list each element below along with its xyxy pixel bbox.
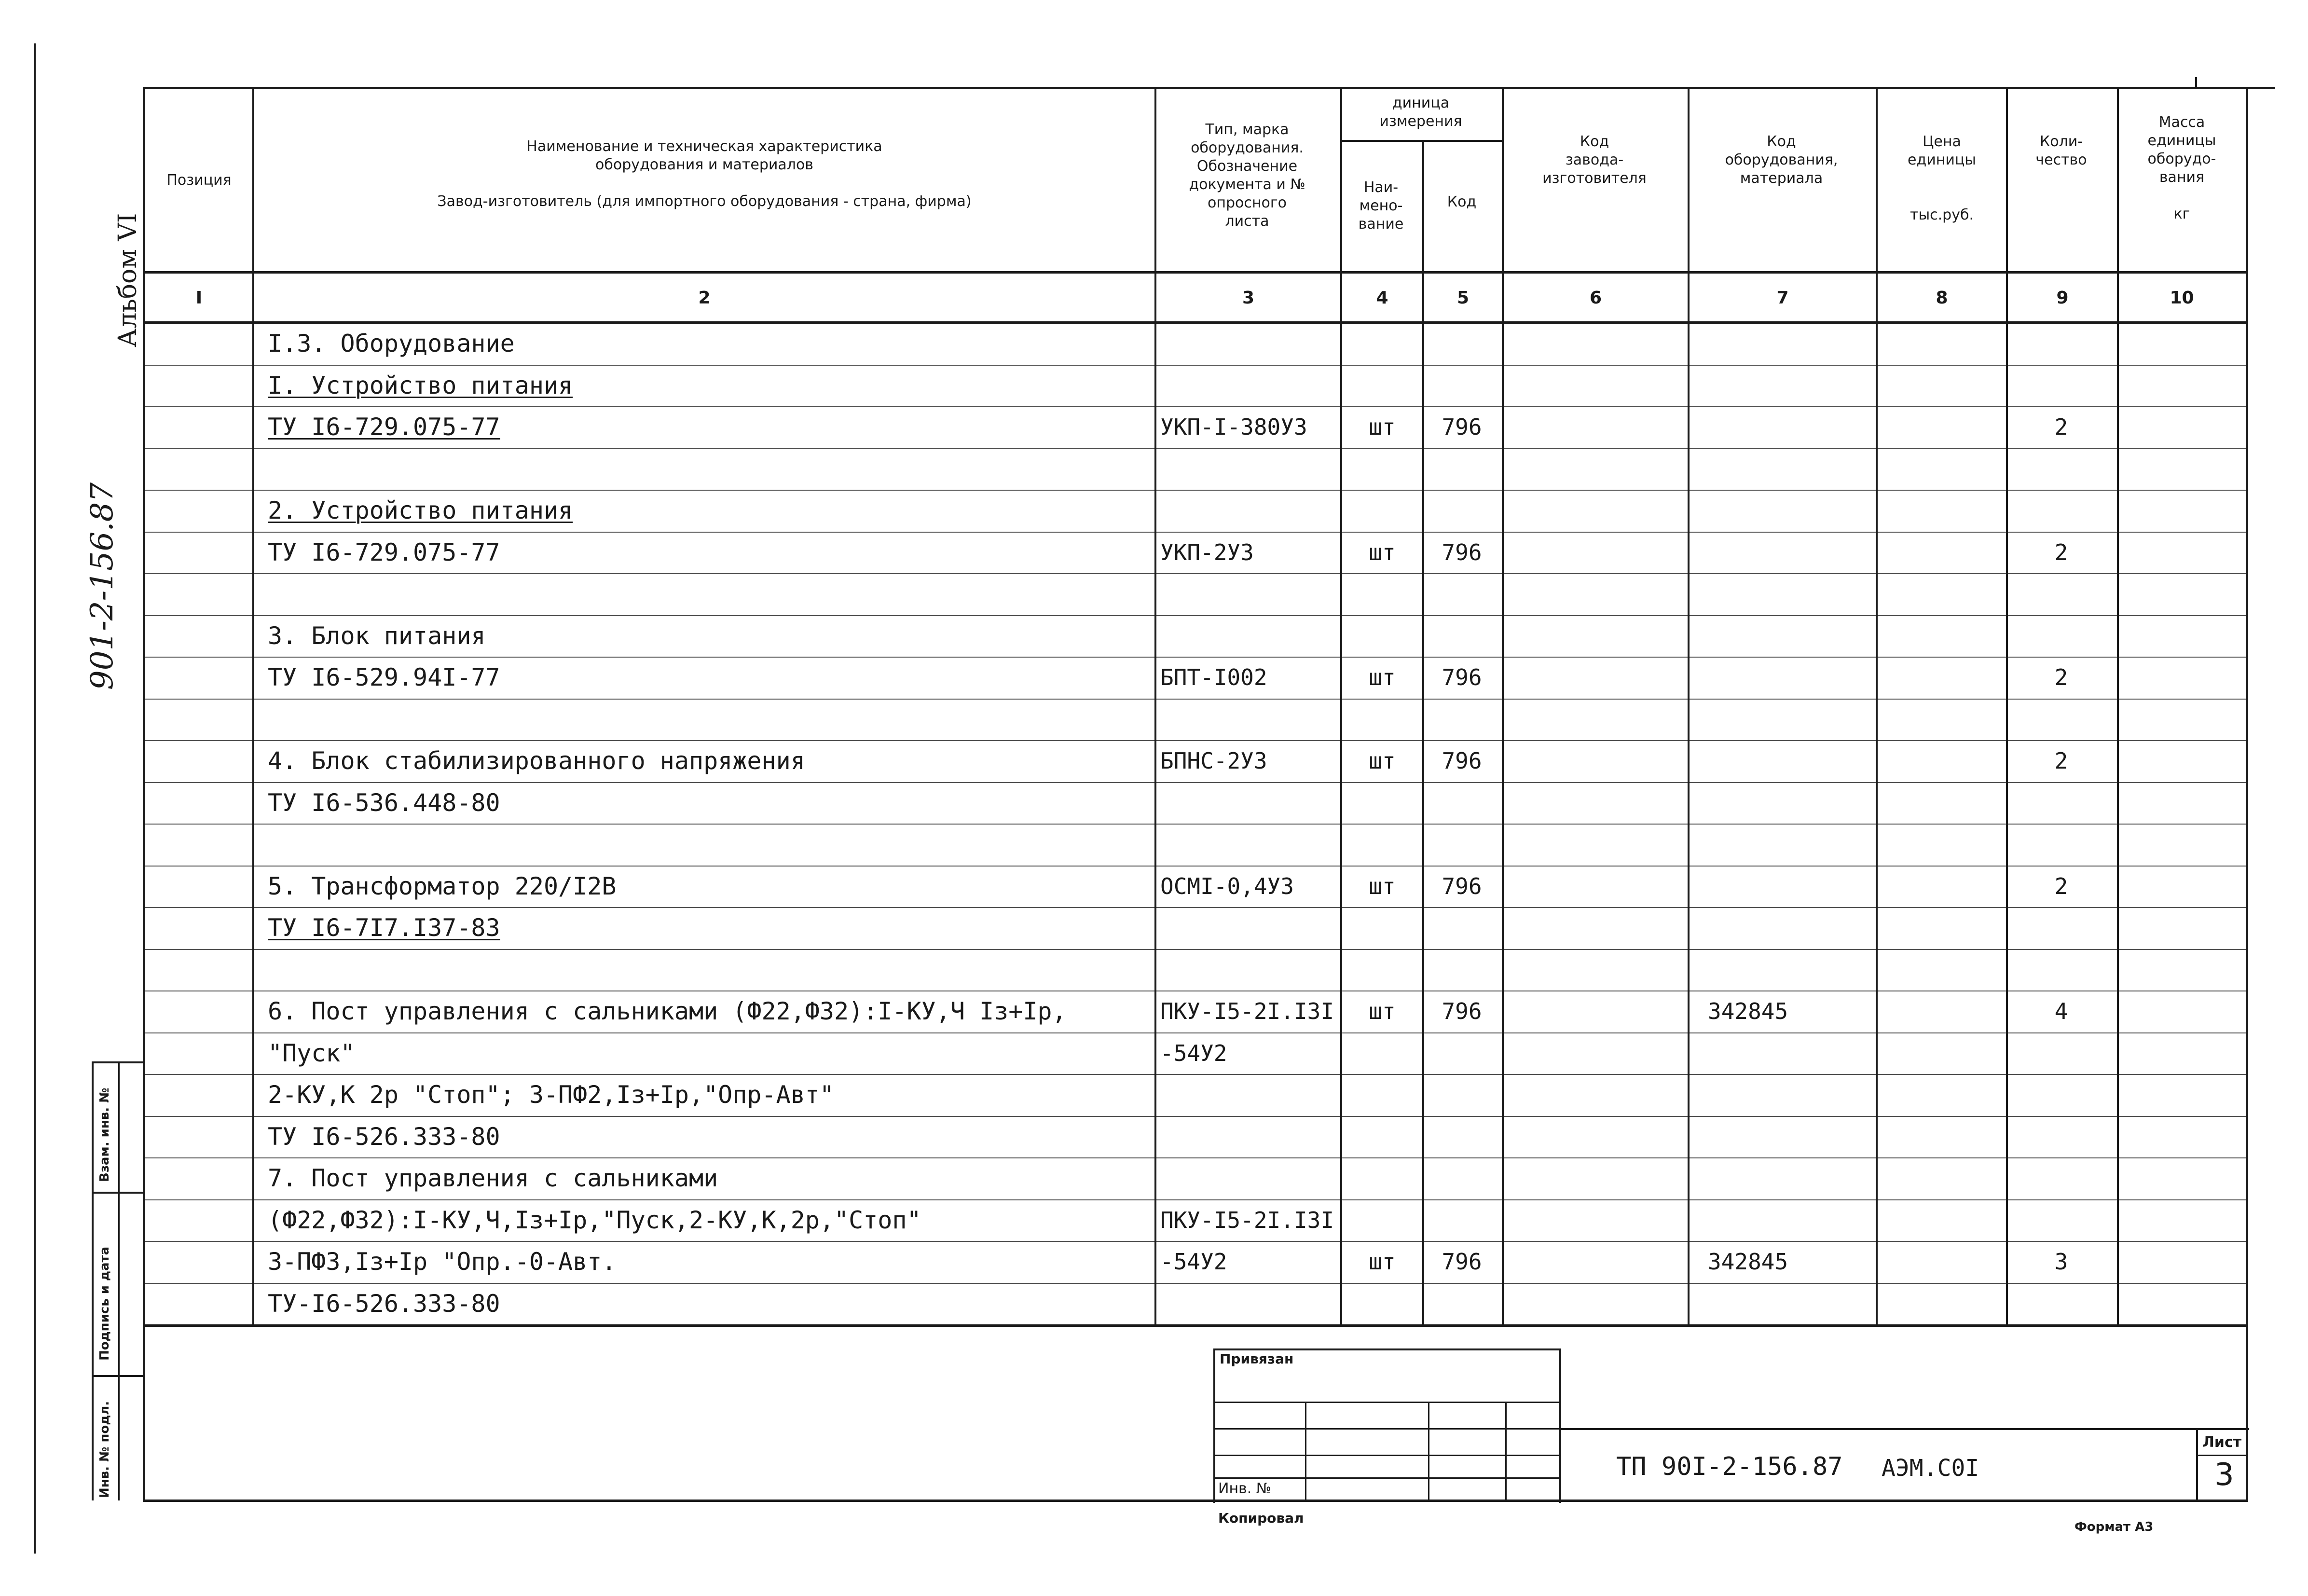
item-unit: шт: [1369, 998, 1396, 1024]
row-divider: [145, 1199, 2246, 1200]
stamp-privyazan: Привязан: [1220, 1351, 1294, 1367]
item-material-code: 342845: [1708, 998, 1788, 1024]
item-type: ПКУ-I5-2I.I3I: [1160, 998, 1334, 1024]
document-code: АЭМ.С0I: [1882, 1455, 1979, 1482]
item-unit-code: 796: [1442, 873, 1482, 899]
column-divider: [1876, 89, 1878, 1325]
column-divider: [1502, 89, 1504, 1325]
item-unit-code: 796: [1442, 539, 1482, 565]
item-quantity: 3: [2054, 1249, 2068, 1275]
item-name: 2-КУ,К 2р "Стоп"; 3-ПФ2,Iз+Iр,"Опр-Авт": [268, 1081, 834, 1109]
row-divider: [145, 1157, 2246, 1158]
header-unit-code: Код: [1447, 193, 1477, 210]
item-unit: шт: [1369, 873, 1396, 899]
column-divider: [2117, 89, 2119, 1325]
item-unit: шт: [1369, 664, 1396, 690]
row-divider: [145, 448, 2246, 449]
document-designation: ТП 90I-2-156.87: [1616, 1452, 1843, 1481]
row-divider: [145, 1116, 2246, 1117]
column-number: 3: [1242, 288, 1255, 308]
item-type: -54У2: [1160, 1249, 1227, 1275]
item-name: ТУ I6-729.075-77: [268, 538, 500, 566]
item-name: 5. Трансформатор 220/I2В: [268, 872, 617, 900]
header-quantity: Коли- чество: [2035, 133, 2087, 168]
item-name: 4. Блок стабилизированного напряжения: [268, 747, 805, 775]
item-name: ТУ I6-729.075-77: [268, 413, 500, 441]
item-type: БПТ-I002: [1160, 664, 1267, 690]
item-quantity: 2: [2054, 539, 2068, 565]
column-divider: [1422, 141, 1424, 1325]
item-name: 3-ПФ3,Iз+Iр "Опр.-0-Авт.: [268, 1248, 617, 1276]
header-plant-code: Код завода- изготовителя: [1542, 133, 1647, 187]
stamp-label-signature: Подпись и дата: [97, 1246, 112, 1361]
item-name: 6. Пост управления с сальниками (Ф22,Ф32):I-КУ,Ч Iз+Iр,: [268, 997, 1067, 1025]
item-name: 7. Пост управления с сальниками: [268, 1164, 718, 1192]
item-type: УКП-I-380УЗ: [1160, 414, 1307, 440]
item-unit: шт: [1369, 539, 1396, 565]
row-divider: [145, 406, 2246, 407]
item-quantity: 2: [2054, 748, 2068, 774]
row-divider: [145, 1241, 2246, 1242]
row-divider: [145, 1324, 2246, 1325]
item-unit-code: 796: [1442, 1249, 1482, 1275]
item-unit-code: 796: [1442, 664, 1482, 690]
item-unit-code: 796: [1442, 414, 1482, 440]
stamp-inv: Инв. №: [1218, 1480, 1272, 1497]
item-name: "Пуск": [268, 1039, 355, 1067]
item-unit: шт: [1369, 414, 1396, 440]
header-mass: Масса единицы оборудо- вания кг: [2147, 114, 2216, 222]
item-name: ТУ I6-526.333-80: [268, 1123, 500, 1151]
item-type: УКП-2УЗ: [1160, 539, 1254, 565]
item-name: 2. Устройство питания: [268, 496, 573, 524]
item-name: I. Устройство питания: [268, 371, 573, 399]
item-quantity: 2: [2054, 664, 2068, 690]
row-divider: [145, 1283, 2246, 1284]
column-number: 5: [1456, 288, 1470, 308]
side-project-code: 901-2-156.87: [84, 482, 120, 690]
row-divider: [145, 490, 2246, 491]
item-type: ПКУ-I5-2I.I3I: [1160, 1207, 1334, 1233]
column-number: 8: [1936, 288, 1948, 308]
item-material-code: 342845: [1708, 1249, 1788, 1275]
sheet-number: 3: [2214, 1457, 2234, 1493]
header-name: Наименование и техническая характеристика оборудования и материалов Завод-изготовитель (для импортного оборудования - страна, фирма): [437, 138, 972, 210]
item-type: БПНС-2УЗ: [1160, 748, 1267, 774]
row-divider: [145, 782, 2246, 783]
row-divider: [145, 1032, 2246, 1033]
item-name: 3. Блок питания: [268, 622, 486, 650]
header-material-code: Код оборудования, материала: [1725, 133, 1838, 187]
header-position: Позиция: [166, 172, 232, 189]
album-label: Альбом VI: [113, 213, 142, 347]
row-divider: [145, 657, 2246, 658]
header-price: Цена единицы тыс.руб.: [1908, 133, 1976, 223]
column-number: 7: [1776, 288, 1789, 308]
header-unit-group: диница измерения: [1379, 95, 1462, 130]
row-divider: [145, 824, 2246, 825]
header-type: Тип, марка оборудования. Обозначение документа и № опросного листа: [1189, 121, 1305, 230]
column-divider: [252, 89, 254, 1325]
row-divider: [145, 699, 2246, 700]
item-name: ТУ I6-536.448-80: [268, 789, 500, 817]
sheet-label: Лист: [2202, 1434, 2242, 1451]
column-divider: [2006, 89, 2008, 1325]
item-unit-code: 796: [1442, 748, 1482, 774]
unit-group-divider: [1341, 140, 1503, 142]
column-number: 10: [2170, 288, 2194, 308]
row-divider: [145, 365, 2246, 366]
column-divider: [1688, 89, 1690, 1325]
item-quantity: 2: [2054, 414, 2068, 440]
item-name: (Ф22,Ф32):I-КУ,Ч,Iз+Iр,"Пуск,2-КУ,К,2р,"Стоп": [268, 1206, 921, 1234]
row-divider: [145, 949, 2246, 950]
item-type: ОСМI-0,4УЗ: [1160, 873, 1294, 899]
row-divider: [145, 615, 2246, 616]
column-divider: [1340, 89, 1342, 1325]
column-number: I: [195, 288, 203, 308]
item-name: ТУ I6-7I7.I37-83: [268, 914, 500, 942]
paper-format: Формат А3: [2074, 1520, 2154, 1534]
item-name: ТУ I6-529.94I-77: [268, 663, 500, 691]
column-number: 4: [1376, 288, 1388, 308]
header-unit-name: Наи- мено- вание: [1358, 179, 1404, 233]
row-divider: [145, 1074, 2246, 1075]
item-quantity: 2: [2054, 873, 2068, 899]
item-name: ТУ-I6-526.333-80: [268, 1290, 500, 1318]
item-unit: шт: [1369, 1249, 1396, 1275]
row-divider: [145, 907, 2246, 908]
row-divider: [145, 532, 2246, 533]
column-divider: [1154, 89, 1156, 1325]
item-unit: шт: [1369, 748, 1396, 774]
stamp-label-inv: Инв. № подл.: [97, 1401, 112, 1498]
column-number: 6: [1589, 288, 1602, 308]
row-divider: [145, 740, 2246, 741]
row-divider: [145, 573, 2246, 574]
stamp-label-replace: Взам. инв. №: [97, 1087, 112, 1182]
item-name: I.3. Оборудование: [268, 330, 515, 358]
item-unit-code: 796: [1442, 998, 1482, 1024]
column-number: 9: [2056, 288, 2069, 308]
item-quantity: 4: [2054, 998, 2068, 1024]
column-number: 2: [698, 288, 711, 308]
item-type: -54У2: [1160, 1040, 1227, 1066]
row-divider: [145, 866, 2246, 867]
stamp-kopiroval: Копировал: [1218, 1510, 1304, 1526]
